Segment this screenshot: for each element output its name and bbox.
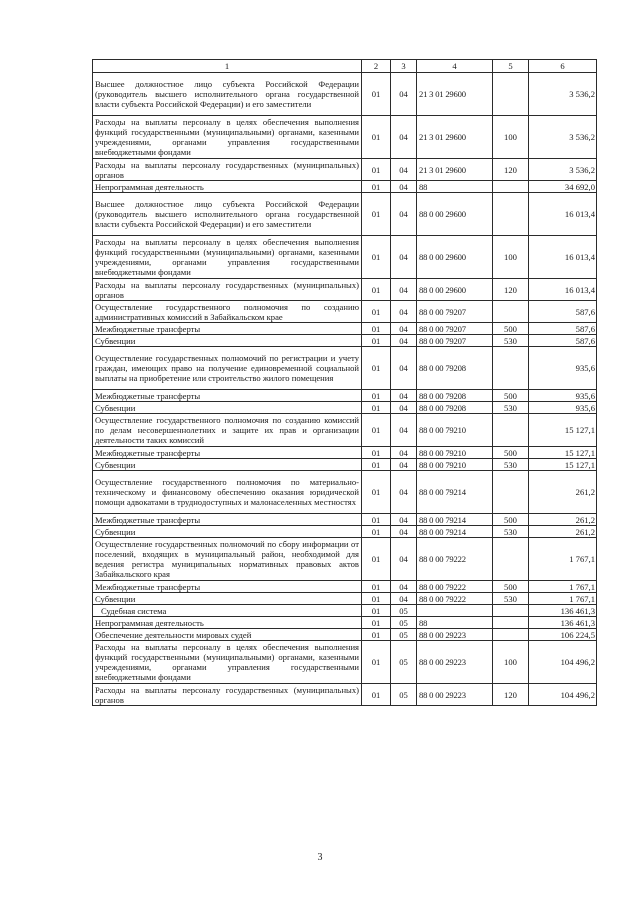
target-article-code bbox=[417, 605, 493, 617]
expense-type-code: 530 bbox=[493, 335, 529, 347]
target-article-code: 88 0 00 79207 bbox=[417, 323, 493, 335]
table-row bbox=[93, 193, 597, 236]
target-article-code: 88 0 00 79210 bbox=[417, 414, 493, 447]
expense-type-code: 530 bbox=[493, 402, 529, 414]
row-name: Осуществление государственных полномочий по сбору информации от поселений, входящих в муниципальный район, необходимой для ведения регистра муниципальных нормативных правовых актов Забайкальского края bbox=[93, 538, 362, 581]
table-row bbox=[93, 581, 597, 593]
target-article-code: 88 0 00 79222 bbox=[417, 593, 493, 605]
row-name: Осуществление государственного полномочия по созданию комиссий по делам несовершеннолетних и защите их прав и организации деятельности таких комиссий bbox=[93, 414, 362, 447]
amount: 106 224,5 bbox=[529, 629, 597, 641]
target-article-code: 88 0 00 29600 bbox=[417, 236, 493, 279]
table-row bbox=[93, 459, 597, 471]
subsection-code: 05 bbox=[391, 605, 417, 617]
table-row bbox=[93, 279, 597, 301]
expense-type-code: 500 bbox=[493, 390, 529, 402]
expense-type-code: 100 bbox=[493, 236, 529, 279]
row-name: Межбюджетные трансферты bbox=[93, 514, 362, 526]
subsection-code: 05 bbox=[391, 641, 417, 684]
row-name: Судебная система bbox=[93, 605, 362, 617]
expense-type-code: 120 bbox=[493, 684, 529, 706]
amount: 935,6 bbox=[529, 402, 597, 414]
target-article-code: 88 0 00 79207 bbox=[417, 335, 493, 347]
subsection-code: 04 bbox=[391, 193, 417, 236]
target-article-code: 88 0 00 79208 bbox=[417, 347, 493, 390]
header-row bbox=[93, 60, 597, 73]
section-code: 01 bbox=[362, 279, 391, 301]
table-row bbox=[93, 73, 597, 116]
amount: 136 461,3 bbox=[529, 605, 597, 617]
expense-type-code: 500 bbox=[493, 581, 529, 593]
section-code: 01 bbox=[362, 459, 391, 471]
amount: 16 013,4 bbox=[529, 236, 597, 279]
target-article-code: 88 0 00 29223 bbox=[417, 641, 493, 684]
header-col-4: 4 bbox=[417, 60, 493, 73]
subsection-code: 05 bbox=[391, 629, 417, 641]
amount: 3 536,2 bbox=[529, 73, 597, 116]
target-article-code: 88 0 00 79214 bbox=[417, 526, 493, 538]
expense-type-code bbox=[493, 629, 529, 641]
row-name: Высшее должностное лицо субъекта Российской Федерации (руководитель высшего исполнительного органа государственной власти субъекта Российской Федерации) и его заместители bbox=[93, 73, 362, 116]
table-body bbox=[93, 73, 597, 706]
section-code: 01 bbox=[362, 181, 391, 193]
budget-table bbox=[92, 59, 597, 706]
subsection-code: 04 bbox=[391, 514, 417, 526]
header-col-1: 1 bbox=[93, 60, 362, 73]
table-row bbox=[93, 335, 597, 347]
table-row bbox=[93, 116, 597, 159]
amount: 34 692,0 bbox=[529, 181, 597, 193]
section-code: 01 bbox=[362, 629, 391, 641]
row-name: Осуществление государственных полномочий по регистрации и учету граждан, имеющих право на получение единовременной социальной выплаты на приобретение или строительство жилого помещения bbox=[93, 347, 362, 390]
amount: 15 127,1 bbox=[529, 447, 597, 459]
section-code: 01 bbox=[362, 538, 391, 581]
amount: 16 013,4 bbox=[529, 193, 597, 236]
amount: 1 767,1 bbox=[529, 538, 597, 581]
subsection-code: 04 bbox=[391, 526, 417, 538]
table-row bbox=[93, 593, 597, 605]
section-code: 01 bbox=[362, 323, 391, 335]
target-article-code: 21 3 01 29600 bbox=[417, 73, 493, 116]
expense-type-code: 500 bbox=[493, 514, 529, 526]
amount: 261,2 bbox=[529, 514, 597, 526]
section-code: 01 bbox=[362, 347, 391, 390]
amount: 1 767,1 bbox=[529, 593, 597, 605]
expense-type-code: 500 bbox=[493, 323, 529, 335]
expense-type-code: 530 bbox=[493, 593, 529, 605]
subsection-code: 04 bbox=[391, 402, 417, 414]
expense-type-code bbox=[493, 301, 529, 323]
target-article-code: 21 3 01 29600 bbox=[417, 116, 493, 159]
subsection-code: 04 bbox=[391, 347, 417, 390]
row-name: Субвенции bbox=[93, 593, 362, 605]
amount: 261,2 bbox=[529, 471, 597, 514]
subsection-code: 04 bbox=[391, 159, 417, 181]
target-article-code: 88 0 00 29600 bbox=[417, 193, 493, 236]
table-row bbox=[93, 390, 597, 402]
row-name: Межбюджетные трансферты bbox=[93, 323, 362, 335]
row-name: Субвенции bbox=[93, 526, 362, 538]
table-row bbox=[93, 526, 597, 538]
section-code: 01 bbox=[362, 193, 391, 236]
table-row bbox=[93, 236, 597, 279]
target-article-code: 88 0 00 79207 bbox=[417, 301, 493, 323]
section-code: 01 bbox=[362, 390, 391, 402]
target-article-code: 88 0 00 29223 bbox=[417, 629, 493, 641]
table-row bbox=[93, 323, 597, 335]
expense-type-code: 530 bbox=[493, 526, 529, 538]
section-code: 01 bbox=[362, 593, 391, 605]
row-name: Межбюджетные трансферты bbox=[93, 390, 362, 402]
section-code: 01 bbox=[362, 581, 391, 593]
section-code: 01 bbox=[362, 116, 391, 159]
subsection-code: 04 bbox=[391, 335, 417, 347]
header-col-5: 5 bbox=[493, 60, 529, 73]
subsection-code: 05 bbox=[391, 684, 417, 706]
amount: 15 127,1 bbox=[529, 459, 597, 471]
expense-type-code bbox=[493, 471, 529, 514]
amount: 935,6 bbox=[529, 347, 597, 390]
amount: 587,6 bbox=[529, 335, 597, 347]
section-code: 01 bbox=[362, 471, 391, 514]
table-header bbox=[93, 60, 597, 73]
subsection-code: 04 bbox=[391, 471, 417, 514]
amount: 3 536,2 bbox=[529, 116, 597, 159]
section-code: 01 bbox=[362, 514, 391, 526]
section-code: 01 bbox=[362, 617, 391, 629]
expense-type-code bbox=[493, 538, 529, 581]
section-code: 01 bbox=[362, 684, 391, 706]
row-name: Высшее должностное лицо субъекта Российской Федерации (руководитель высшего исполнительного органа государственной власти субъекта Российской Федерации) и его заместители bbox=[93, 193, 362, 236]
row-name: Субвенции bbox=[93, 335, 362, 347]
subsection-code: 05 bbox=[391, 617, 417, 629]
row-name: Расходы на выплаты персоналу в целях обеспечения выполнения функций государственными (муниципальными) органами, казенными учреждениями, органами управления государственными внебюджетными фондами bbox=[93, 641, 362, 684]
table-row bbox=[93, 684, 597, 706]
target-article-code: 88 0 00 79214 bbox=[417, 471, 493, 514]
amount: 136 461,3 bbox=[529, 617, 597, 629]
row-name: Осуществление государственного полномочия по материально-техническому и финансовому обеспечению оказания юридической помощи адвокатами в труднодоступных и малонаселенных местностях bbox=[93, 471, 362, 514]
section-code: 01 bbox=[362, 402, 391, 414]
table-row bbox=[93, 347, 597, 390]
target-article-code: 21 3 01 29600 bbox=[417, 159, 493, 181]
section-code: 01 bbox=[362, 335, 391, 347]
row-name: Расходы на выплаты персоналу государственных (муниципальных) органов bbox=[93, 279, 362, 301]
expense-type-code: 120 bbox=[493, 159, 529, 181]
subsection-code: 04 bbox=[391, 301, 417, 323]
expense-type-code bbox=[493, 414, 529, 447]
amount: 587,6 bbox=[529, 323, 597, 335]
section-code: 01 bbox=[362, 526, 391, 538]
table-row bbox=[93, 181, 597, 193]
amount: 15 127,1 bbox=[529, 414, 597, 447]
row-name: Осуществление государственного полномочия по созданию административных комиссий в Забайкальском крае bbox=[93, 301, 362, 323]
table-row bbox=[93, 629, 597, 641]
subsection-code: 04 bbox=[391, 390, 417, 402]
expense-type-code bbox=[493, 347, 529, 390]
amount: 104 496,2 bbox=[529, 641, 597, 684]
row-name: Непрограммная деятельность bbox=[93, 617, 362, 629]
expense-type-code bbox=[493, 605, 529, 617]
amount: 1 767,1 bbox=[529, 581, 597, 593]
subsection-code: 04 bbox=[391, 116, 417, 159]
subsection-code: 04 bbox=[391, 447, 417, 459]
subsection-code: 04 bbox=[391, 414, 417, 447]
target-article-code: 88 0 00 79210 bbox=[417, 459, 493, 471]
subsection-code: 04 bbox=[391, 236, 417, 279]
expense-type-code bbox=[493, 181, 529, 193]
section-code: 01 bbox=[362, 236, 391, 279]
table-row bbox=[93, 514, 597, 526]
section-code: 01 bbox=[362, 73, 391, 116]
table-row bbox=[93, 159, 597, 181]
target-article-code: 88 0 00 79210 bbox=[417, 447, 493, 459]
section-code: 01 bbox=[362, 641, 391, 684]
subsection-code: 04 bbox=[391, 73, 417, 116]
subsection-code: 04 bbox=[391, 181, 417, 193]
target-article-code: 88 0 00 79208 bbox=[417, 402, 493, 414]
amount: 935,6 bbox=[529, 390, 597, 402]
target-article-code: 88 0 00 29600 bbox=[417, 279, 493, 301]
row-name: Обеспечение деятельности мировых судей bbox=[93, 629, 362, 641]
row-name: Межбюджетные трансферты bbox=[93, 581, 362, 593]
amount: 587,6 bbox=[529, 301, 597, 323]
subsection-code: 04 bbox=[391, 538, 417, 581]
target-article-code: 88 0 00 79222 bbox=[417, 538, 493, 581]
target-article-code: 88 0 00 79214 bbox=[417, 514, 493, 526]
expense-type-code: 100 bbox=[493, 116, 529, 159]
expense-type-code: 120 bbox=[493, 279, 529, 301]
section-code: 01 bbox=[362, 447, 391, 459]
row-name: Расходы на выплаты персоналу государственных (муниципальных) органов bbox=[93, 684, 362, 706]
row-name: Непрограммная деятельность bbox=[93, 181, 362, 193]
table-row bbox=[93, 447, 597, 459]
expense-type-code bbox=[493, 73, 529, 116]
amount: 104 496,2 bbox=[529, 684, 597, 706]
header-col-2: 2 bbox=[362, 60, 391, 73]
row-name: Субвенции bbox=[93, 459, 362, 471]
table-row bbox=[93, 641, 597, 684]
expense-type-code: 530 bbox=[493, 459, 529, 471]
subsection-code: 04 bbox=[391, 279, 417, 301]
table-row bbox=[93, 301, 597, 323]
target-article-code: 88 bbox=[417, 181, 493, 193]
page-number: 3 bbox=[317, 852, 323, 863]
section-code: 01 bbox=[362, 159, 391, 181]
subsection-code: 04 bbox=[391, 593, 417, 605]
table-row bbox=[93, 538, 597, 581]
row-name: Расходы на выплаты персоналу государственных (муниципальных) органов bbox=[93, 159, 362, 181]
target-article-code: 88 bbox=[417, 617, 493, 629]
target-article-code: 88 0 00 29223 bbox=[417, 684, 493, 706]
subsection-code: 04 bbox=[391, 323, 417, 335]
table-row bbox=[93, 414, 597, 447]
header-col-6: 6 bbox=[529, 60, 597, 73]
header-col-3: 3 bbox=[391, 60, 417, 73]
section-code: 01 bbox=[362, 414, 391, 447]
expense-type-code: 100 bbox=[493, 641, 529, 684]
table-row bbox=[93, 471, 597, 514]
table-row bbox=[93, 617, 597, 629]
expense-type-code bbox=[493, 193, 529, 236]
row-name: Расходы на выплаты персоналу в целях обеспечения выполнения функций государственными (муниципальными) органами, казенными учреждениями, органами управления государственными внебюджетными фондами bbox=[93, 116, 362, 159]
table-row bbox=[93, 605, 597, 617]
amount: 3 536,2 bbox=[529, 159, 597, 181]
row-name: Межбюджетные трансферты bbox=[93, 447, 362, 459]
section-code: 01 bbox=[362, 605, 391, 617]
amount: 16 013,4 bbox=[529, 279, 597, 301]
table-row bbox=[93, 402, 597, 414]
subsection-code: 04 bbox=[391, 459, 417, 471]
expense-type-code: 500 bbox=[493, 447, 529, 459]
row-name: Субвенции bbox=[93, 402, 362, 414]
target-article-code: 88 0 00 79222 bbox=[417, 581, 493, 593]
row-name: Расходы на выплаты персоналу в целях обеспечения выполнения функций государственными (муниципальными) органами, казенными учреждениями, органами управления государственными внебюджетными фондами bbox=[93, 236, 362, 279]
amount: 261,2 bbox=[529, 526, 597, 538]
expense-type-code bbox=[493, 617, 529, 629]
target-article-code: 88 0 00 79208 bbox=[417, 390, 493, 402]
subsection-code: 04 bbox=[391, 581, 417, 593]
section-code: 01 bbox=[362, 301, 391, 323]
